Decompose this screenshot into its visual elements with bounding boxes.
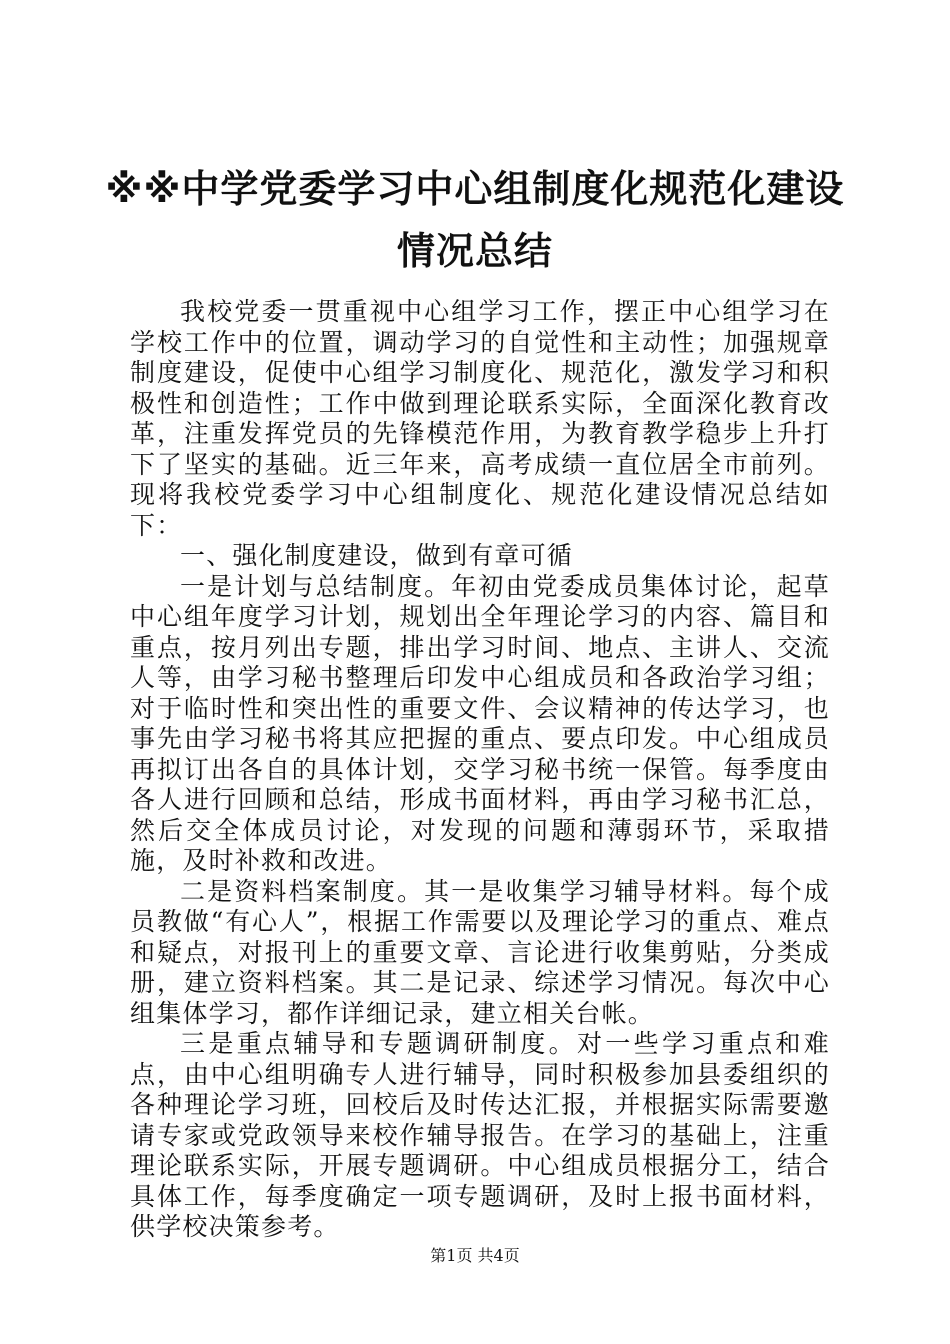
page-footer: 第1页 共4页 — [430, 1246, 520, 1265]
research-paragraph: 三是重点辅导和专题调研制度。对一些学习重点和难点，由中心组明确专人进行辅导，同时积极参加县委组织的各种理论学习班，回校后及时传达汇报，并根据实际需要邀请专家或党政领导来校作辅导报告。在学习的基础上，注重理论联系实际，开展专题调研。中心组成员根据分工，结合具体工作，每季度确定一项专题调研，及时上报书面材料，供学校决策参考。 — [130, 1029, 830, 1241]
document-title: ※※中学党委学习中心组制度化规范化建设情况总结 — [105, 167, 845, 273]
document-body — [130, 297, 830, 1243]
plan-summary-paragraph: 一是计划与总结制度。年初由党委成员集体讨论，起草中心组年度学习计划，规划出全年理论学习的内容、篇目和重点，按月列出专题，排出学习时间、地点、主讲人、交流人等，由学习秘书整理后印发中心组成员和各政治学习组；对于临时性和突出性的重要文件、会议精神的传达学习，也事先由学习秘书将其应把握的重点、要点印发。中心组成员再拟订出各自的具体计划，交学习秘书统一保管。每季度由各人进行回顾和总结，形成书面材料，再由学习秘书汇总，然后交全体成员讨论，对发现的问题和薄弱环节，采取措施，及时补救和改进。 — [130, 571, 830, 875]
intro-paragraph: 我校党委一贯重视中心组学习工作，摆正中心组学习在学校工作中的位置，调动学习的自觉性和主动性；加强规章制度建设，促使中心组学习制度化、规范化，激发学习和积极性和创造性；工作中做到理论联系实际，全面深化教育改革，注重发挥党员的先锋模范作用，为教育教学稳步上升打下了坚实的基础。近三年来，高考成绩一直位居全市前列。现将我校党委学习中心组制度化、规范化建设情况总结如下： — [130, 297, 830, 540]
archive-paragraph: 二是资料档案制度。其一是收集学习辅导材料。每个成员教做“有心人”，根据工作需要以及理论学习的重点、难点和疑点，对报刊上的重要文章、言论进行收集剪贴，分类成册，建立资料档案。其二是记录、综述学习情况。每次中心组集体学习，都作详细记录，建立相关台帐。 — [130, 876, 830, 1028]
section-heading: 一、强化制度建设，做到有章可循 — [180, 541, 574, 570]
